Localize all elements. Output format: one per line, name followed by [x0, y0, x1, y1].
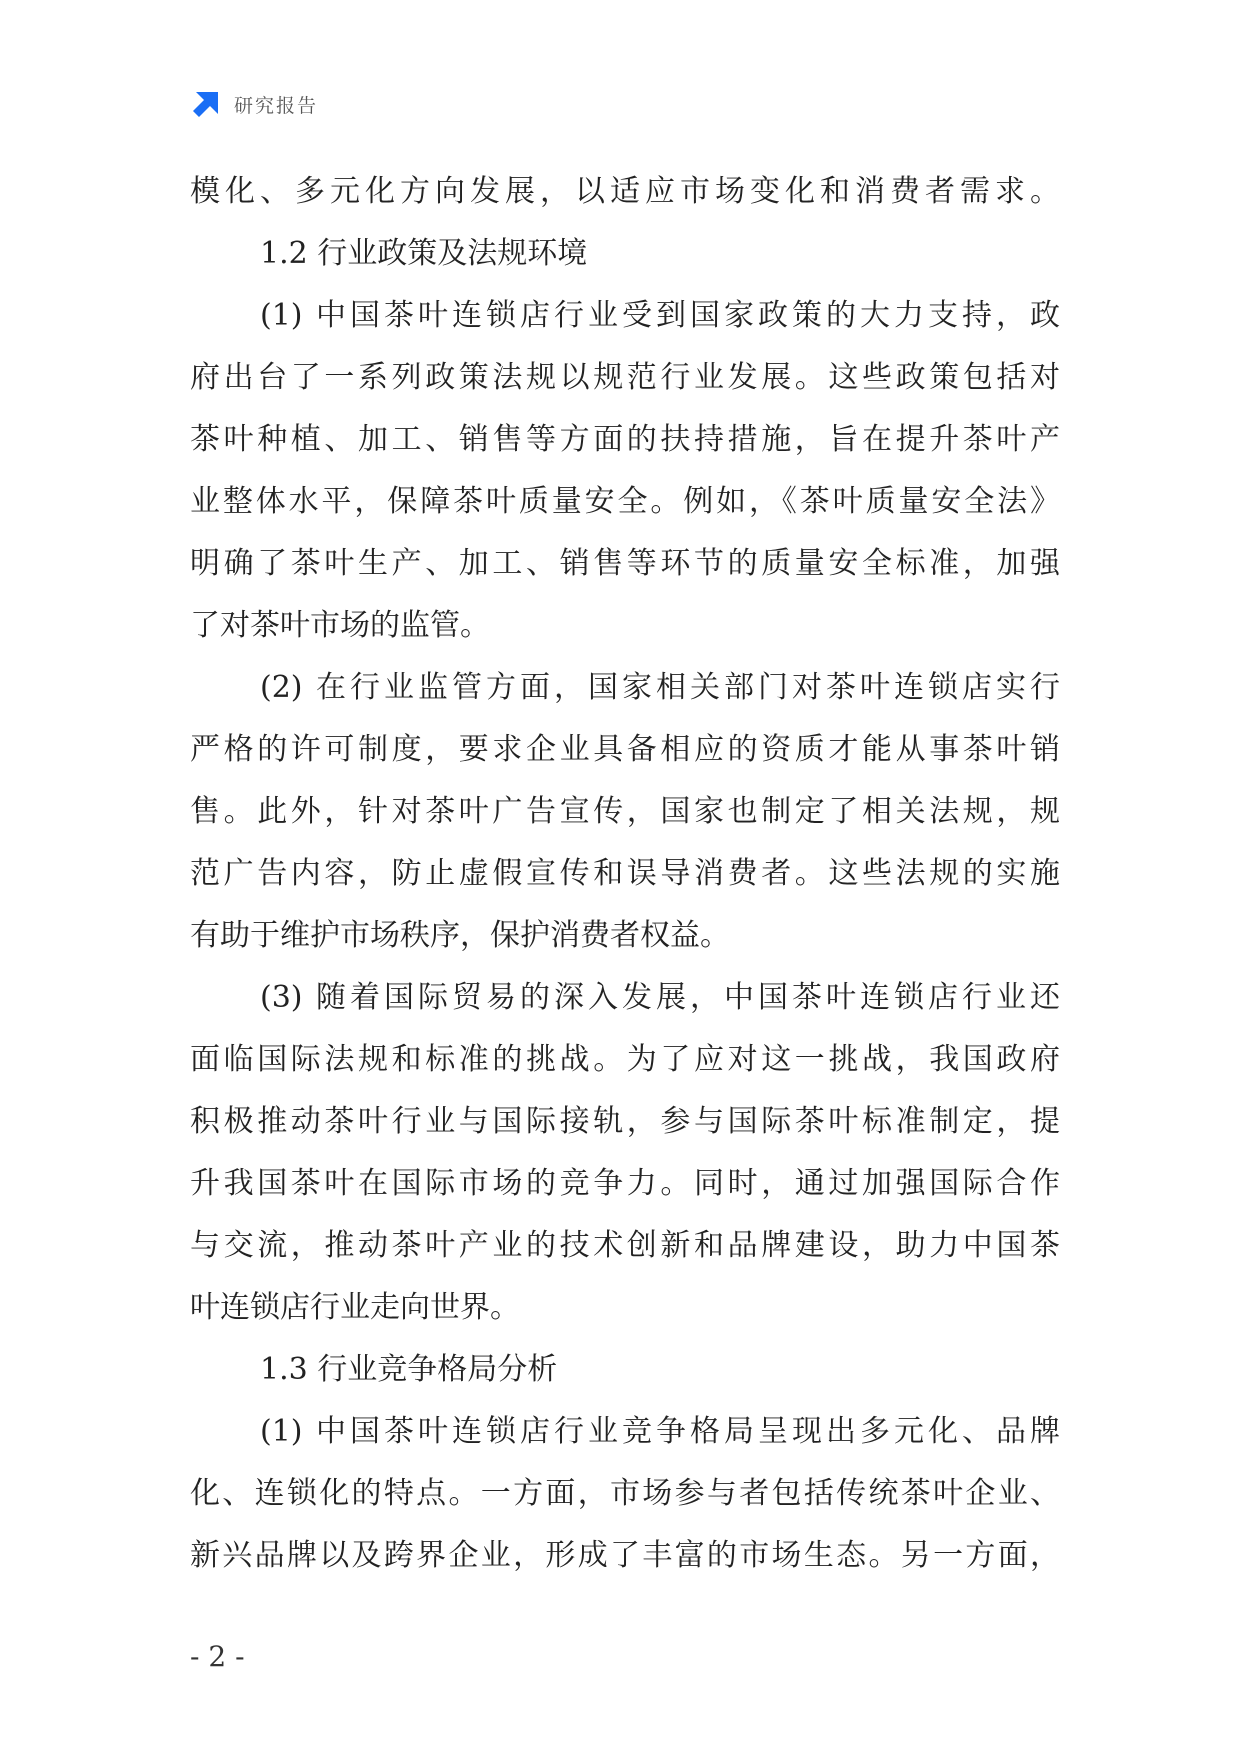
- paragraph-line: (3) 随着国际贸易的深入发展，中国茶叶连锁店行业还: [260, 980, 1060, 1015]
- paragraph-line: (1) 中国茶叶连锁店行业受到国家政策的大力支持，政: [260, 298, 1060, 333]
- paragraph-line: 叶连锁店行业走向世界。: [190, 1290, 520, 1325]
- section-heading: 1.2 行业政策及法规环境: [260, 236, 588, 271]
- paragraph-line: 范广告内容，防止虚假宣传和误导消费者。这些法规的实施: [190, 856, 1060, 891]
- paragraph-line: 有助于维护市场秩序，保护消费者权益。: [190, 918, 730, 953]
- paragraph-line: 新兴品牌以及跨界企业，形成了丰富的市场生态。另一方面，: [190, 1538, 1060, 1573]
- paragraph-line: 售。此外，针对茶叶广告宣传，国家也制定了相关法规，规: [190, 794, 1060, 829]
- arrow-up-right-icon: [190, 88, 222, 120]
- paragraph-line: 了对茶叶市场的监管。: [190, 608, 490, 643]
- section-heading: 1.3 行业竞争格局分析: [260, 1352, 558, 1387]
- paragraph-line: 模化、多元化方向发展，以适应市场变化和消费者需求。: [190, 174, 1060, 209]
- paragraph-line: 化、连锁化的特点。一方面，市场参与者包括传统茶叶企业、: [190, 1476, 1060, 1511]
- page-header: [190, 88, 318, 120]
- header-title: 研究报告: [234, 94, 319, 117]
- paragraph-line: 业整体水平，保障茶叶质量安全。例如，《茶叶质量安全法》: [190, 484, 1060, 519]
- paragraph-line: (1) 中国茶叶连锁店行业竞争格局呈现出多元化、品牌: [260, 1414, 1060, 1449]
- paragraph-line: 与交流，推动茶叶产业的技术创新和品牌建设，助力中国茶: [190, 1228, 1060, 1263]
- paragraph-line: 茶叶种植、加工、销售等方面的扶持措施，旨在提升茶叶产: [190, 422, 1060, 457]
- paragraph-line: 面临国际法规和标准的挑战。为了应对这一挑战，我国政府: [190, 1042, 1060, 1077]
- paragraph-line: (2) 在行业监管方面，国家相关部门对茶叶连锁店实行: [260, 670, 1060, 705]
- page-number: - 2 -: [190, 1640, 245, 1673]
- paragraph-line: 升我国茶叶在国际市场的竞争力。同时，通过加强国际合作: [190, 1166, 1060, 1201]
- paragraph-line: 严格的许可制度，要求企业具备相应的资质才能从事茶叶销: [190, 732, 1060, 767]
- paragraph-line: 积极推动茶叶行业与国际接轨，参与国际茶叶标准制定，提: [190, 1104, 1060, 1139]
- paragraph-line: 府出台了一系列政策法规以规范行业发展。这些政策包括对: [190, 360, 1060, 395]
- paragraph-line: 明确了茶叶生产、加工、销售等环节的质量安全标准，加强: [190, 546, 1060, 581]
- document-body: [190, 161, 1060, 1587]
